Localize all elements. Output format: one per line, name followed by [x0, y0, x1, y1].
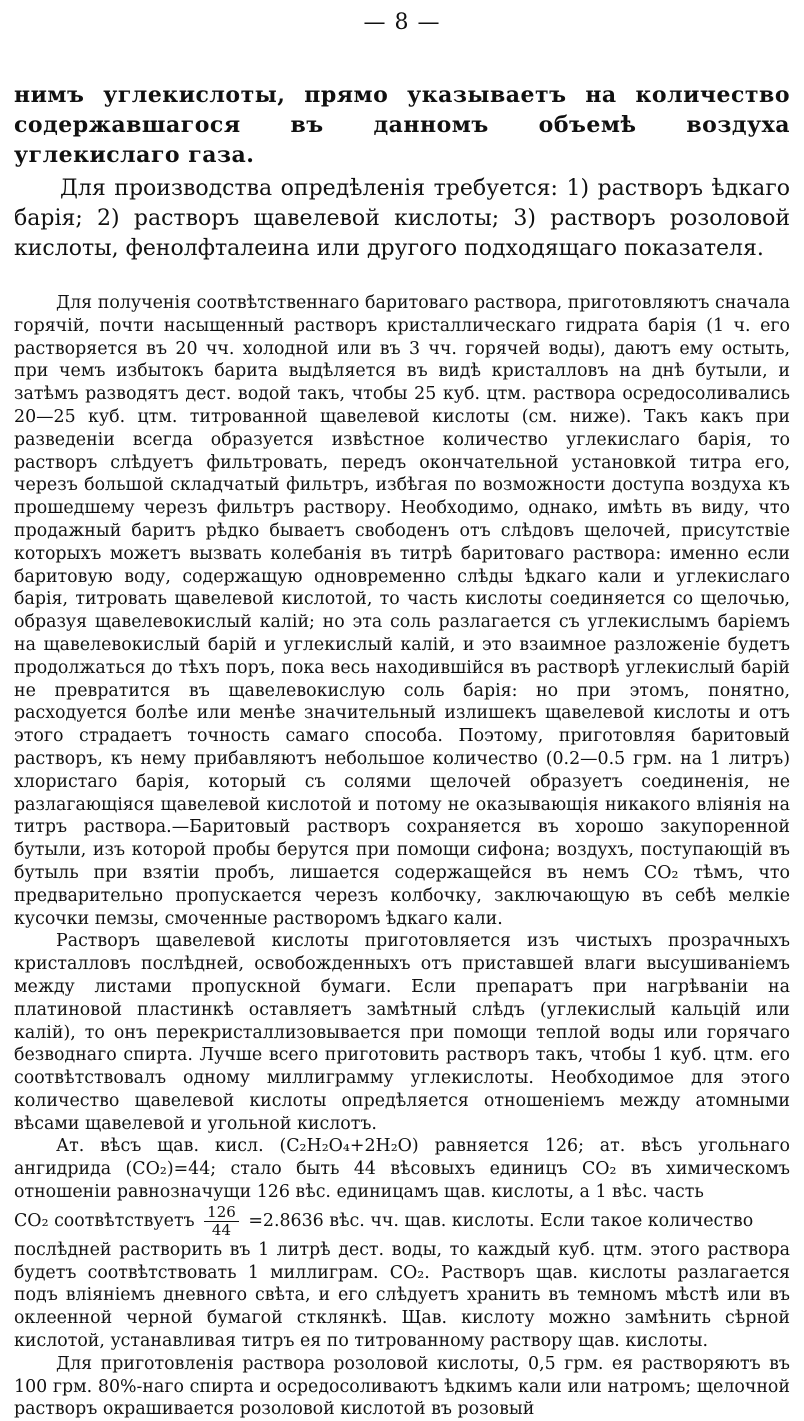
formula-lead: CO₂ соотвѣтствуетъ [14, 1210, 195, 1231]
atomic-weight-paragraph: Ат. вѣсъ щав. кисл. (C₂H₂O₄+2H₂O) равняется 126; ат. вѣсъ угольнаго ангидрида (CO₂)=44; стало быть 44 вѣсовыхъ единицъ CO₂ въ химическомъ отношеніи равнозначущи 126 вѣс. единицамъ щав. кислоты, а 1 вѣс. часть [14, 1136, 790, 1203]
storage-paragraph: послѣдней растворить въ 1 литрѣ дест. воды, то каждый куб. цтм. этого раствора будетъ соотвѣтствовать 1 миллиграм. CO₂. Растворъ щав. кислоты разлагается подъ вліяніемъ дневного свѣта, и его слѣдуетъ хранить въ темномъ мѣстѣ или въ оклеенной черной бумагой стклянкѣ. Щав. кислоту можно замѣнить сѣрной кислотой, устанавливая титръ ея по титрованному раствору щав. кислоты. [14, 1239, 790, 1352]
baryta-paragraph: Для полученія соотвѣтственнаго баритоваго раствора, приготовляютъ сначала горячій, почти насыщенный растворъ кристаллическаго гидрата барія (1 ч. его растворяется въ 20 чч. холодной или въ 3 чч. горячей воды), даютъ ему остыть, при чемъ избытокъ барита выдѣляется въ видѣ кристалловъ на днѣ бутыли, и затѣмъ разводятъ дест. водой такъ, чтобы 25 куб. цтм. раствора осредосоливались 20—25 куб. цтм. титрованной щавелевой кислоты (см. ниже). Такъ какъ при разведеніи всегда образуется извѣстное количество углекислаго барія, то растворъ слѣдуетъ фильтровать, передъ окончательной установкой титра его, черезъ большой складчатый фильтръ, избѣгая по возможности доступа воздуха къ прошедшему черезъ фильтръ раствору. Необходимо, однако, имѣть въ виду, что продажный баритъ рѣдко бываетъ свободенъ отъ слѣдовъ щелочей, присутствіе которыхъ можетъ вызвать колебанія въ титрѣ баритоваго раствора: именно если баритовую воду, содержащую одновременно слѣды ѣдкаго кали и углекислаго барія, титровать щавелевой кислотой, то часть кислоты соединяется со щелочью, образуя щавелевокислый калій; но эта соль разлагается съ углекислымъ баріемъ на щавелевокислый барій и углекислый калій, и это взаимное разложеніе будетъ продолжаться до тѣхъ поръ, пока весь находившійся въ растворѣ углекислый барій не превратится въ щавелевокислую соль барія: но при этомъ, понятно, расходуется болѣе или менѣе значительный излишекъ щавелевой кислоты и отъ этого страдаетъ точность самаго способа. Поэтому, приготовляя баритовый растворъ, къ нему прибавляютъ небольшое количество (0.2—0.5 грм. на 1 литръ) хлористаго барія, который съ солями щелочей образуетъ соединенія, не разлагающіяся щавелевой кислотой и потому не оказывающія никакого вліянія на титръ раствора.—Баритовый растворъ сохраняется въ хорошо закупоренной бутыли, изъ которой пробы берутся при помощи сифона; воздухъ, поступающій въ бутыль при взятіи пробъ, лишается содержащейся въ немъ CO₂ тѣмъ, что предварительно пропускается черезъ колбочку, заключающую въ себѣ мелкіе кусочки пемзы, смоченные растворомъ ѣдкаго кали. [14, 293, 790, 929]
equivalence-formula [14, 1204, 790, 1239]
intro-paragraph-1: нимъ углекислоты, прямо указываетъ на количество содержавшагося въ данномъ объемѣ воздуха углекислаго газа. [14, 82, 790, 168]
page-number: — 8 — [363, 10, 441, 35]
document-page [14, 8, 790, 1420]
fraction [204, 1204, 239, 1239]
fraction-denominator: 44 [211, 1220, 232, 1239]
fraction-numerator: 126 [204, 1204, 239, 1222]
oxalic-paragraph: Растворъ щавелевой кислоты приготовляется изъ чистыхъ прозрачныхъ кристалловъ послѣдней, освобожденныхъ отъ приставшей влаги высушиваніемъ между листами пропускной бумаги. Если препаратъ при нагрѣваніи на платиновой пластинкѣ оставляетъ замѣтный слѣдъ (углекислый кальцій или калій), то онъ перекристаллизовывается при помощи теплой воды или горячаго безводнаго спирта. Лучше всего приготовить растворъ такъ, чтобы 1 куб. цтм. его соотвѣтствовалъ одному миллиграмму углекислоты. Необходимое для этого количество щавелевой кислоты опредѣляется отношеніемъ между атомными вѣсами щавелевой и угольной кислотъ. [14, 931, 790, 1134]
intro-paragraph-2: Для производства опредѣленія требуется: 1) растворъ ѣдкаго барія; 2) растворъ щавелевой кислоты; 3) растворъ розоловой кислоты, фенолфталеина или другого подходящаго показателя. [14, 176, 790, 261]
rosolic-paragraph: Для приготовленія раствора розоловой кислоты, 0,5 грм. ея растворяютъ въ 100 грм. 80%-наго спирта и осредосоливаютъ ѣдкимъ кали или натромъ; щелочной растворъ окрашивается розоловой кислотой въ розовый [14, 1353, 790, 1420]
formula-tail: =2.8636 вѣс. чч. щав. кислоты. Если такое количество [248, 1210, 754, 1231]
